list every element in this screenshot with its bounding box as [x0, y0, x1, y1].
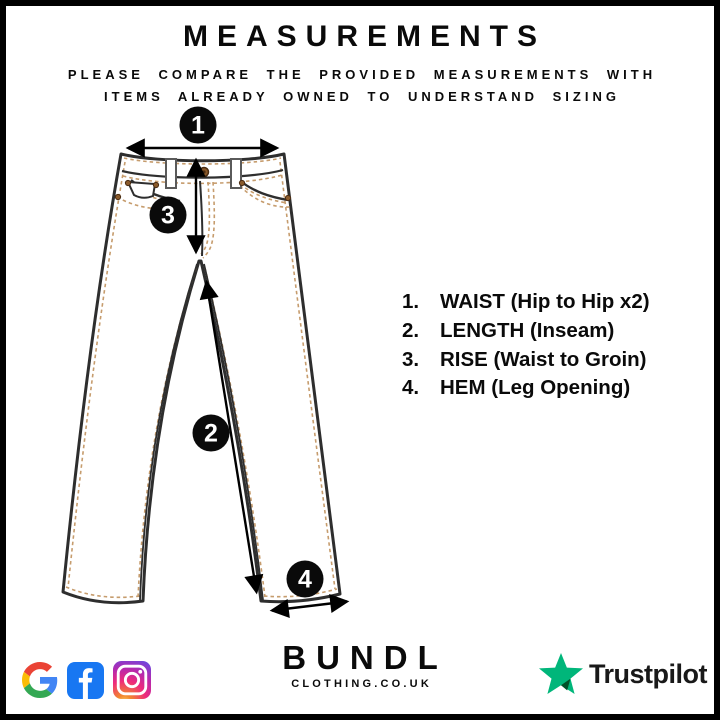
subtitle-line-1: PLEASE COMPARE THE PROVIDED MEASUREMENTS WITH — [67, 67, 657, 82]
measurement-legend — [402, 288, 650, 403]
legend-label: RISE (Waist to Groin) — [440, 347, 647, 371]
callout-1-number: 1 — [191, 111, 205, 140]
callout-1-badge — [180, 107, 217, 144]
facebook-icon — [67, 662, 104, 699]
subtitle-line-2: ITEMS ALREADY OWNED TO UNDERSTAND SIZING — [104, 89, 620, 104]
callout-2-badge — [193, 415, 230, 452]
callout-4-number: 4 — [298, 565, 312, 594]
brand-logo — [255, 641, 465, 690]
callout-4-badge — [287, 561, 324, 598]
page-title: MEASUREMENTS — [182, 20, 546, 53]
instagram-icon — [113, 661, 151, 699]
callout-3-number: 3 — [161, 201, 175, 230]
legend-number: 1. — [402, 290, 420, 313]
brand-tagline: CLOTHING.CO.UK — [291, 678, 432, 690]
legend-label: WAIST (Hip to Hip x2) — [440, 290, 650, 313]
legend-label: HEM (Leg Opening) — [440, 376, 631, 400]
legend-item-rise — [402, 346, 650, 375]
social-icons — [22, 661, 151, 699]
legend-item-hem — [402, 374, 650, 403]
callout-2-number: 2 — [204, 419, 218, 448]
callout-3-badge — [150, 197, 187, 234]
legend-number: 4. — [402, 376, 420, 400]
google-icon — [22, 662, 58, 698]
brand-name: BUNDL — [282, 639, 448, 676]
legend-label: LENGTH (Inseam) — [440, 318, 615, 342]
trustpilot-logo — [538, 652, 707, 696]
legend-item-length — [402, 317, 650, 346]
legend-number: 3. — [402, 347, 420, 371]
trustpilot-label: Trustpilot — [589, 658, 707, 689]
legend-item-waist — [402, 288, 650, 317]
trustpilot-star-icon — [538, 652, 584, 696]
legend-number: 2. — [402, 318, 420, 342]
